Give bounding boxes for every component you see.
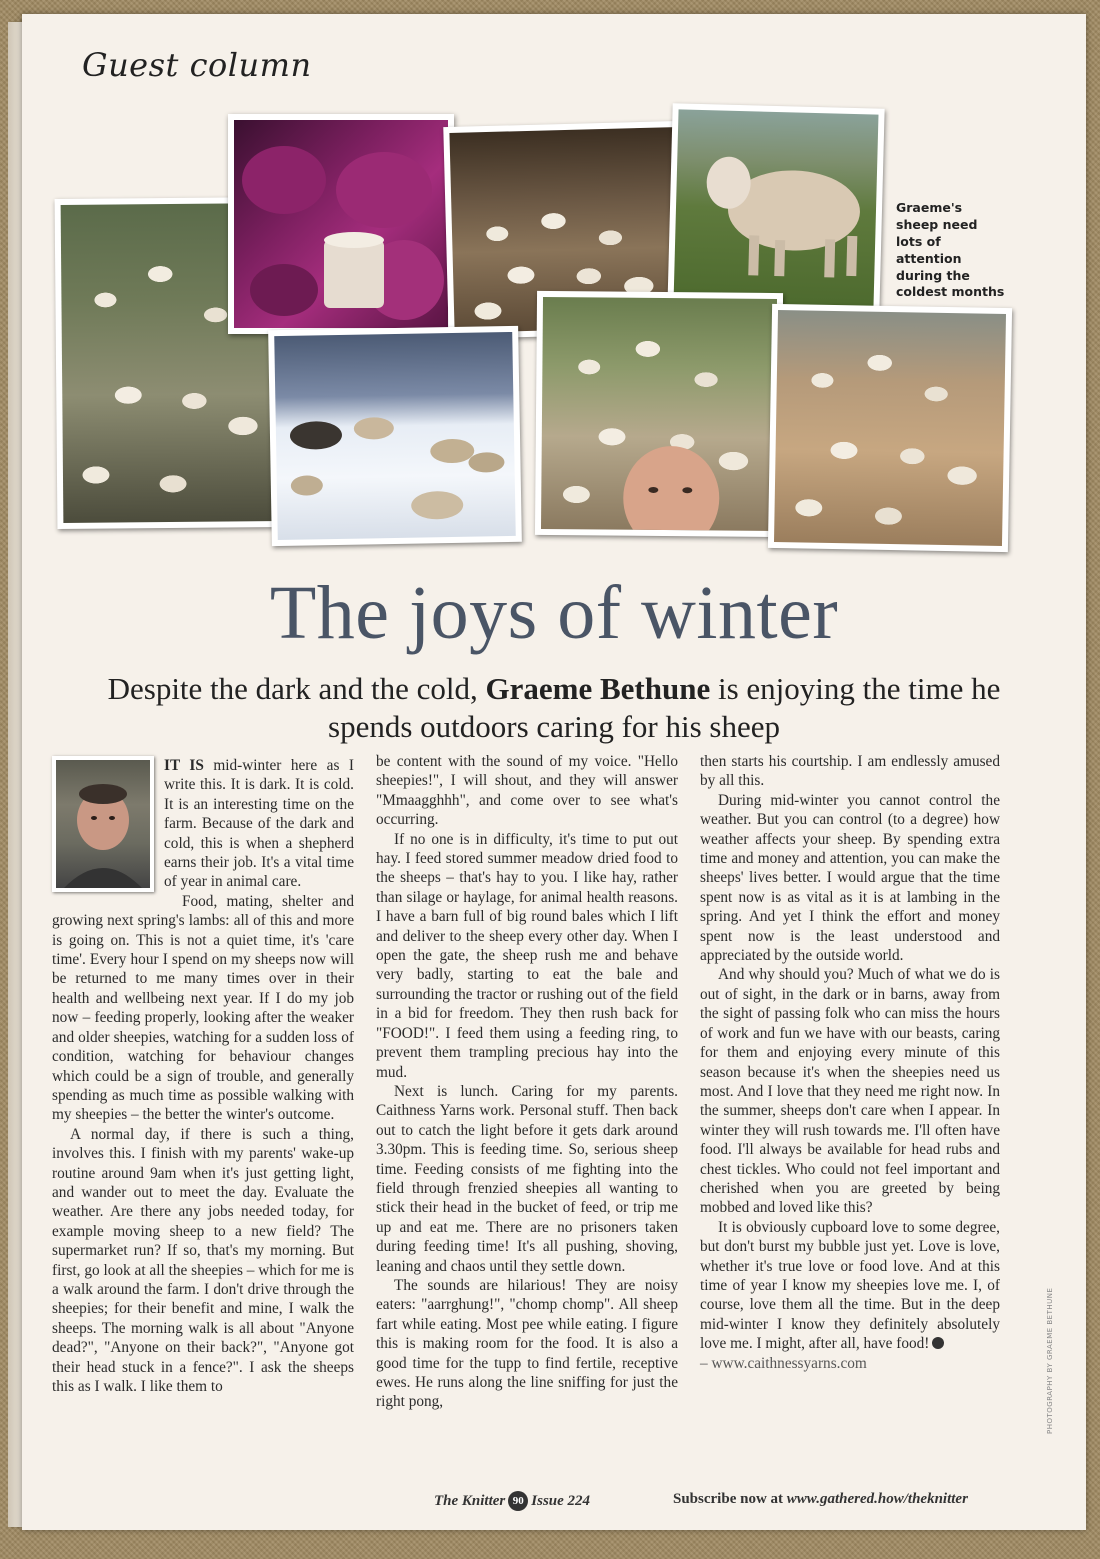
photo-yarn-cones [228, 114, 454, 334]
author-name: Graeme Bethune [485, 671, 711, 706]
paragraph-8: And why should you? Much of what we do is out of sight, in the dark or in barns, away from the sight of passing folk who can miss the hours of work and fun we have with our beasts, caring for them and enjoying every minute of this season because it's when the sheepies need us most. And I love that they need me right now. In the summer, sheeps don't care when I appear. In winter they will rush towards me. I'll often have food. I'll always be available for head rubs and chest tickles. Who could not feel important and cherished when you are greeted by being mobbed and loved like this? [700, 966, 1000, 1217]
paragraph-3-cont: be content with the sound of my voice. "Hello sheepies!", I will shout, and they will answer "Mmaagghhh", and come over to see what's occurring. [376, 753, 678, 829]
standfirst-post: is enjoying the time he spends outdoors caring for his sheep [328, 671, 1001, 745]
footer-subscribe [673, 1491, 968, 1508]
subscribe-text: Subscribe now at [673, 1491, 784, 1507]
paragraph-6-cont: then starts his courtship. I am endlessly amused by all this. [700, 753, 1000, 790]
paragraph-3: A normal day, if there is such a thing, involves this. I finish with my parents' wake-up routine around 9am when it's just getting light, and wander out to meet the day. Evaluate the weather. Are there any jobs needed today, for example moving sheep to a new field? The supermarket run? If so, that's my morning. But first, go look at all the sheepies – which for me is a walk around the farm. I don't drive through the sheepies; for their benefit and mine, I walk the sheeps. The morning walk is all about "Anyone dead?", "Anyone on their back?", "Anyone got their head stuck in a fence?". I ask the sheeps this as I walk. I like them to [52, 1125, 354, 1395]
photo-snowy-field [268, 326, 522, 546]
headline: The joys of winter [269, 571, 839, 655]
paragraph-6: The sounds are hilarious! They are noisy eaters: "aarrghung!", "chomp chomp". All sheep fart while eating. Most pee while eating. I figure this is making room for the food. It is also a good time for the tupp to find fertile, receptive ewes. He runs along the line sniffing for just the right pong, [376, 1276, 678, 1411]
photo-credit: PHOTOGRAPHY BY GRAEME BETHUNE [1046, 1287, 1054, 1434]
lead-in: IT IS [164, 757, 204, 774]
author-photo [52, 756, 154, 892]
magazine-name: The Knitter [434, 1493, 506, 1509]
photo-sheep-selfie [535, 291, 783, 537]
photo-flock-closeup [768, 304, 1012, 552]
photo-sheep-portrait [667, 103, 884, 314]
standfirst [82, 670, 1026, 746]
end-mark-icon [932, 1337, 944, 1349]
column-1 [52, 756, 354, 1396]
subscribe-link[interactable]: www.gathered.how/theknitter [786, 1491, 968, 1507]
paragraph-9 [700, 1218, 1000, 1354]
paragraph-1-text: mid-winter here as I write this. It is dark. It is cold. It is an interesting time on the farm. Because of the dark and cold, this is when a shepherd earns their job. It's a vital time of year in animal care. [164, 757, 354, 891]
photo-caption: Graeme's sheep need lots of attention during the coldest months [896, 200, 1005, 300]
standfirst-pre: Despite the dark and the cold, [107, 671, 478, 706]
issue-number: Issue 224 [531, 1493, 591, 1509]
column-2 [376, 752, 678, 1412]
signoff-link[interactable]: – www.caithnessyarns.com [700, 1354, 867, 1372]
paragraph-4: If no one is in difficulty, it's time to put out hay. I feed stored summer meadow dried food to the sheeps – that's hay to you. I like hay, rather than silage or haylage, for animal health reasons. I have a barn full of big round bales which I lift and deliver to the sheep every other day. When I open the gate, the sheep rush me and behave very badly, starting to eat the bale and surrounding the tractor or rushing out of the field in a bid for freedom. They then rush back for "FOOD!". I feed them using a feeding ring, to prevent them trampling precious hay into the mud. [376, 830, 678, 1081]
section-label: Guest column [82, 46, 312, 84]
footer-folio [434, 1491, 590, 1511]
page-number: 90 [508, 1491, 528, 1511]
paragraph-2: Food, mating, shelter and growing next spring's lambs: all of this and more is going on. This is not a quiet time, it's 'care time'. Every hour I spend on my sheeps now will be returned to me many times over in their health and wellbeing next year. If I do my job now – feeding properly, looking after the weaker and older sheepies, watching for a sudden loss of condition, watching for behaviour changes which could be a sign of trouble, and generally spending as much time as possible walking with my sheepies – the better the winter's outcome. [52, 892, 354, 1124]
paragraph-7: During mid-winter you cannot control the weather. But you can control (to a degree) how weather affects your sheep. By spending extra time and money and attention, you can make the sheeps' lives better. I would argue that the time spent now is as vital as it is at lambing in the spring. And yet I think the effort and money spent now is the least understood and appreciated by the outside world. [700, 791, 1000, 965]
paragraph-5: Next is lunch. Caring for my parents. Caithness Yarns work. Personal stuff. Then back out to catch the light before it gets dark around 3.30pm. This is feeding time. So, serious sheep time. Feeding consists of me fighting into the field through frenzied sheepies all wanting to stick their head in the bucket of feed, or trip me up and eat me. There are no prisoners taken during feeding time! It's all pushing, shoving, leaning and chaos until they settle down. [376, 1082, 678, 1275]
paragraph-9-text: It is obviously cupboard love to some degree, but don't burst my bubble just yet. Love is love, whether it's true love or food love. And at this time of year I know my sheepies love me. I, of course, love them all the time. But in the deep mid-winter I know they definitely absolutely love me. I might, after all, have food! [700, 1218, 1000, 1353]
column-3 [700, 752, 1000, 1373]
magazine-page [22, 14, 1086, 1530]
